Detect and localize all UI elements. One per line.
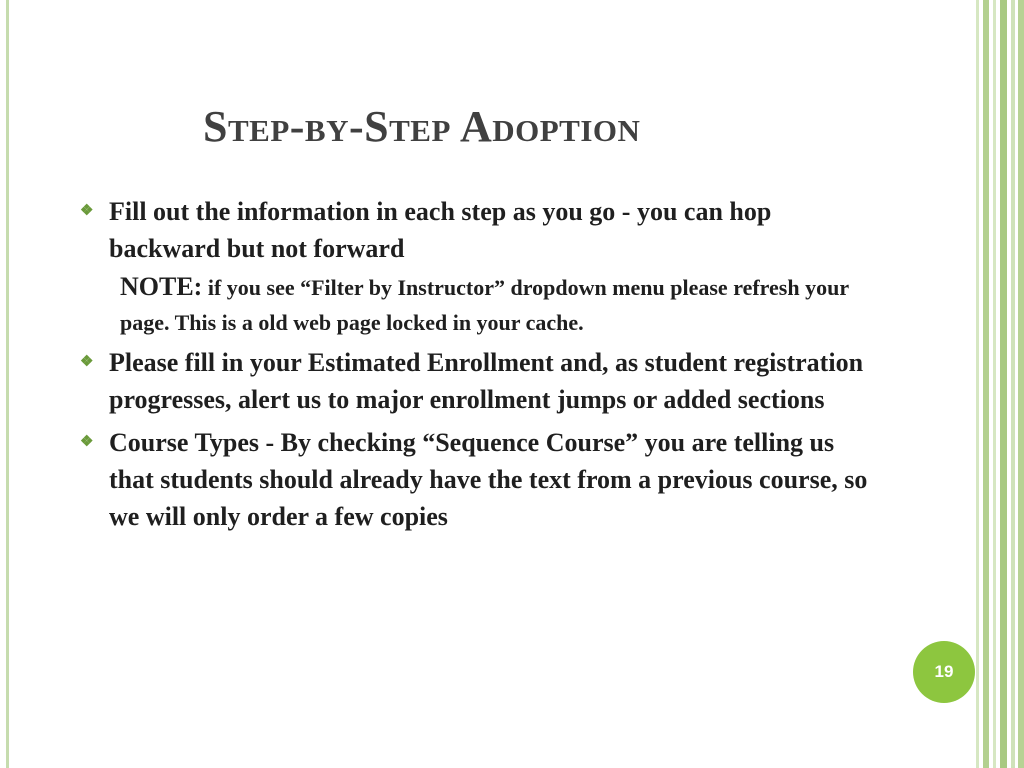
- left-border-line: [6, 0, 9, 768]
- bullet-item: [76, 424, 876, 535]
- bullet-text: Fill out the information in each step as you go - you can hop backward but not forward: [109, 197, 772, 263]
- right-stripe: [1011, 0, 1015, 768]
- bullet-item: [76, 344, 876, 418]
- slide-content: [76, 193, 876, 541]
- note-label: NOTE:: [120, 272, 203, 301]
- right-stripe: [976, 0, 979, 768]
- page-number-badge: 19: [913, 641, 975, 703]
- right-stripe: [993, 0, 996, 768]
- bullet-text: Course Types - By checking “Sequence Course” you are telling us that students should already have the text from a previous course, so we will only order a few copies: [109, 428, 868, 531]
- right-stripe: [1018, 0, 1024, 768]
- diamond-bullet-icon: ❖: [80, 203, 94, 219]
- note-text: if you see “Filter by Instructor” dropdown menu please refresh your page. This is a old web page locked in your cache.: [120, 275, 849, 335]
- bullet-item: [76, 193, 876, 267]
- diamond-bullet-icon: ❖: [80, 354, 94, 370]
- note-paragraph: [76, 269, 876, 340]
- right-stripe: [983, 0, 989, 768]
- diamond-bullet-icon: ❖: [80, 434, 94, 450]
- slide-title: Step-by-Step Adoption: [203, 102, 641, 151]
- bullet-text: Please fill in your Estimated Enrollment and, as student registration progresses, alert us to major enrollment jumps or added sections: [109, 348, 864, 414]
- right-stripe: [1000, 0, 1007, 768]
